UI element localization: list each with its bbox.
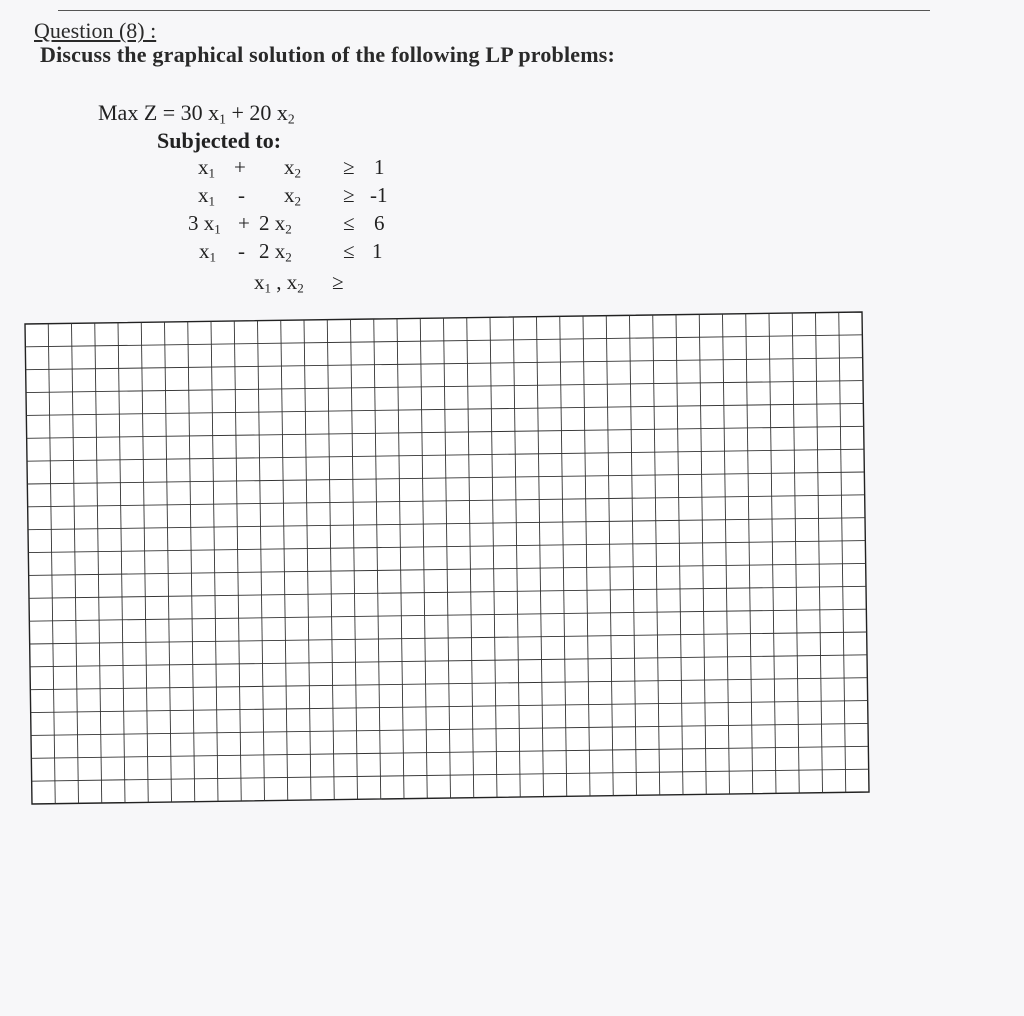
constraint-lhs-b: $x_2$ bbox=[284, 155, 302, 181]
constraint-lhs-b: 2 $x_2$ bbox=[259, 239, 292, 265]
subjected-to-label: Subjected to: bbox=[157, 128, 282, 153]
constraint-op: + bbox=[238, 211, 250, 235]
constraint-op: - bbox=[238, 239, 245, 263]
constraint-op: - bbox=[238, 183, 245, 207]
nonneg-vars: $x_1$ , $x_2$ bbox=[254, 270, 304, 296]
constraint-relation: ≤ bbox=[343, 239, 355, 263]
constraint-rhs: -1 bbox=[370, 183, 388, 207]
constraint-relation: ≥ bbox=[343, 155, 355, 179]
constraint-lhs-b: $x_2$ bbox=[284, 183, 302, 209]
constraint-lhs-a: $x_1$ bbox=[198, 155, 216, 181]
constraint-relation: ≤ bbox=[343, 211, 355, 235]
subscript-2: 2 bbox=[287, 111, 295, 127]
constraint-lhs-a: 3 $x_1$ bbox=[188, 211, 221, 237]
constraint-lhs-a: $x_1$ bbox=[199, 239, 217, 265]
nonneg-relation: ≥ bbox=[332, 270, 344, 294]
subscript-1: 1 bbox=[219, 111, 226, 127]
constraint-lhs-b: 2 $x_2$ bbox=[259, 211, 292, 237]
constraint-rhs: 6 bbox=[374, 211, 385, 235]
constraint-relation: ≥ bbox=[343, 183, 355, 207]
objective-mid: + 20 x bbox=[225, 100, 288, 125]
constraint-lhs-a: $x_1$ bbox=[198, 183, 216, 209]
constraint-rhs: 1 bbox=[372, 239, 383, 263]
question-title: Question (8) : bbox=[34, 18, 157, 43]
constraint-op: + bbox=[234, 155, 246, 179]
question-instruction: Discuss the graphical solution of the following LP problems: bbox=[40, 42, 616, 67]
objective-prefix: Max Z = 30 x bbox=[98, 100, 220, 125]
constraint-rhs: 1 bbox=[374, 155, 385, 179]
